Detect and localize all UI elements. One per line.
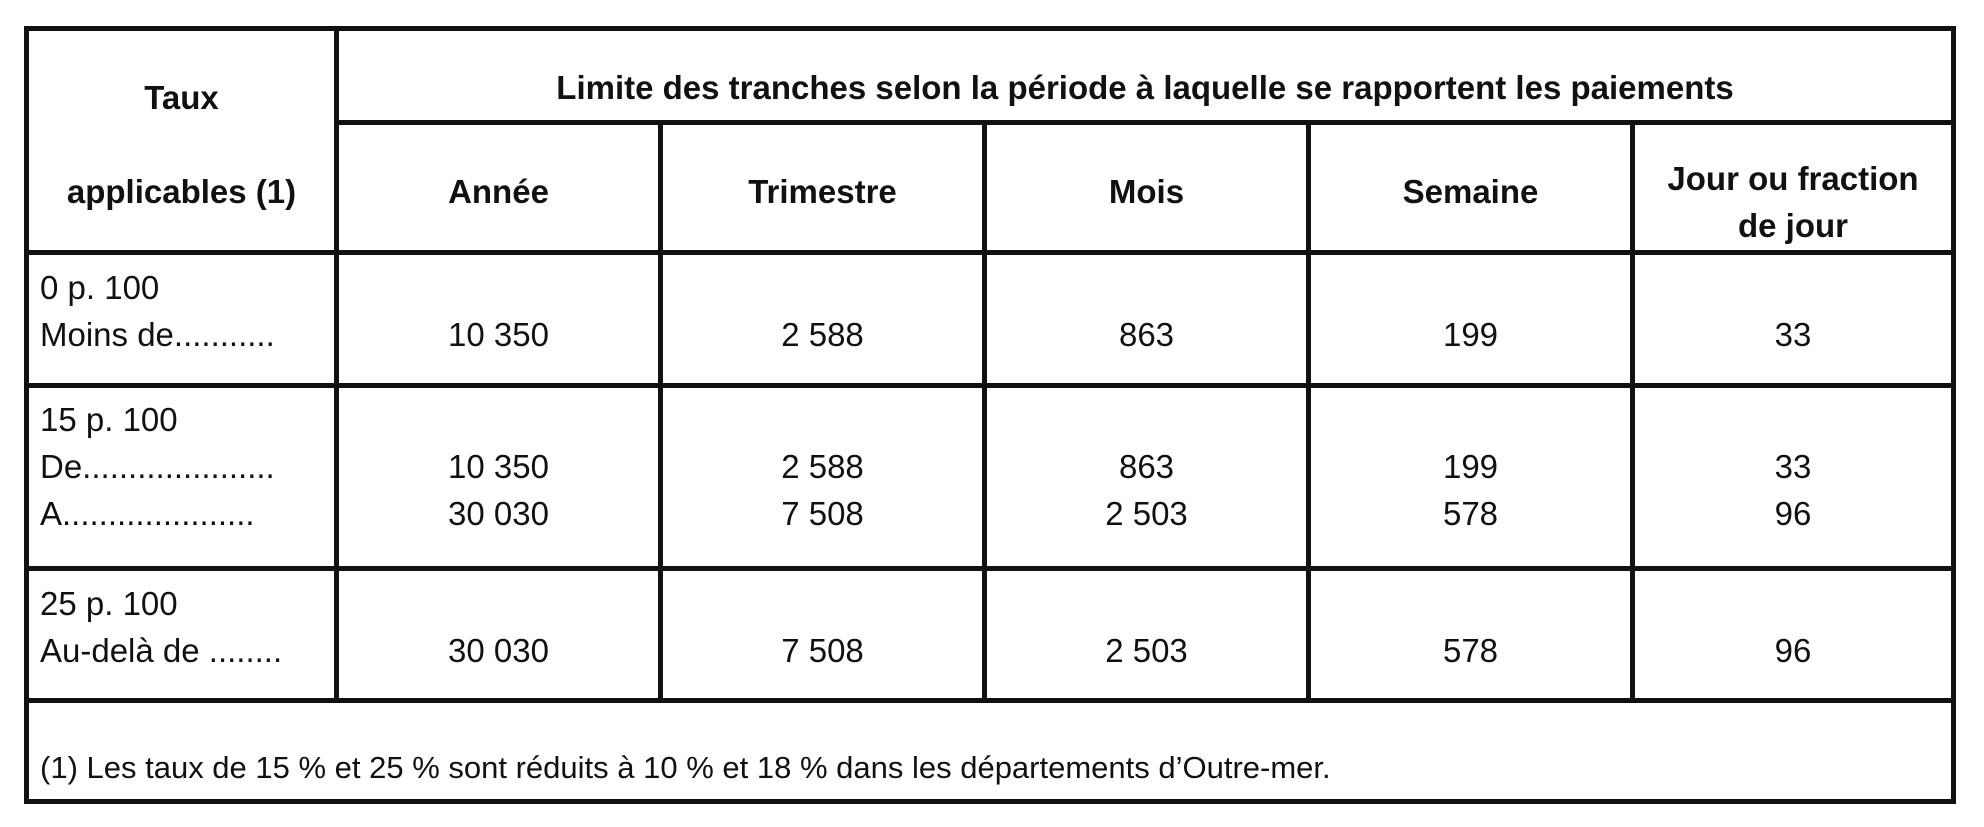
table-cell: 7 508 — [781, 632, 864, 669]
table-cell — [339, 443, 658, 537]
header-col-mois: Mois — [1108, 173, 1185, 210]
table-cell: 199 — [1442, 316, 1499, 353]
value-from: 863 — [1118, 448, 1175, 485]
table-cell: 2 503 — [1105, 632, 1188, 669]
table-cell: 2 588 — [781, 316, 864, 353]
footnote: (1) Les taux de 15 % et 25 % sont réduits à 10 % et 18 % dans les départements d’Outre-mer. — [40, 750, 1331, 785]
header-taux-line2: applicables (1) — [66, 173, 297, 210]
rule-header-bottom — [24, 250, 1956, 255]
value-to: 96 — [1774, 495, 1812, 532]
row-label: De..................... — [40, 448, 275, 485]
header-col-jour — [1635, 155, 1951, 249]
table-cell — [1311, 443, 1630, 537]
rate-table — [24, 26, 1956, 804]
table-cell: 863 — [1118, 316, 1175, 353]
table-cell — [663, 443, 982, 537]
value-to: 2 503 — [1105, 495, 1188, 532]
row-rate: 15 p. 100 — [40, 401, 178, 438]
value-from: 33 — [1774, 448, 1812, 485]
header-col-annee: Année — [448, 173, 549, 210]
table-cell: 30 030 — [448, 632, 549, 669]
header-col-trimestre: Trimestre — [748, 173, 897, 210]
header-col-semaine: Semaine — [1402, 173, 1539, 210]
rule-row3-bottom — [24, 698, 1956, 703]
value-from: 2 588 — [781, 448, 864, 485]
header-span-title: Limite des tranches selon la période à laquelle se rapportent les paiements — [556, 69, 1734, 106]
rule-header-span-bottom — [336, 120, 1956, 125]
table-cell: 96 — [1774, 632, 1812, 669]
table-cell — [1635, 443, 1951, 537]
row-label: Au-delà de ........ — [40, 632, 283, 669]
table-row-rate-label — [40, 264, 275, 358]
table-row-rate-label — [40, 580, 282, 674]
table-cell — [987, 443, 1306, 537]
value-from: 10 350 — [448, 448, 549, 485]
rule-row2-bottom — [24, 566, 1956, 571]
row-label: A..................... — [40, 495, 255, 532]
table-cell: 10 350 — [448, 316, 549, 353]
value-to: 30 030 — [448, 495, 549, 532]
rule-row1-bottom — [24, 383, 1956, 388]
table-cell: 33 — [1774, 316, 1812, 353]
row-rate: 0 p. 100 — [40, 269, 160, 306]
value-to: 578 — [1442, 495, 1499, 532]
table-row-rate-label — [40, 396, 275, 537]
row-rate: 25 p. 100 — [40, 585, 178, 622]
header-taux-line1: Taux — [144, 79, 219, 116]
table-cell: 578 — [1442, 632, 1499, 669]
header-col-jour-line2: de jour — [1737, 207, 1848, 244]
row-label: Moins de........... — [40, 316, 275, 353]
rule-col-taux-right — [334, 26, 339, 701]
value-to: 7 508 — [781, 495, 864, 532]
header-col-jour-line1: Jour ou fraction — [1667, 160, 1919, 197]
value-from: 199 — [1442, 448, 1499, 485]
